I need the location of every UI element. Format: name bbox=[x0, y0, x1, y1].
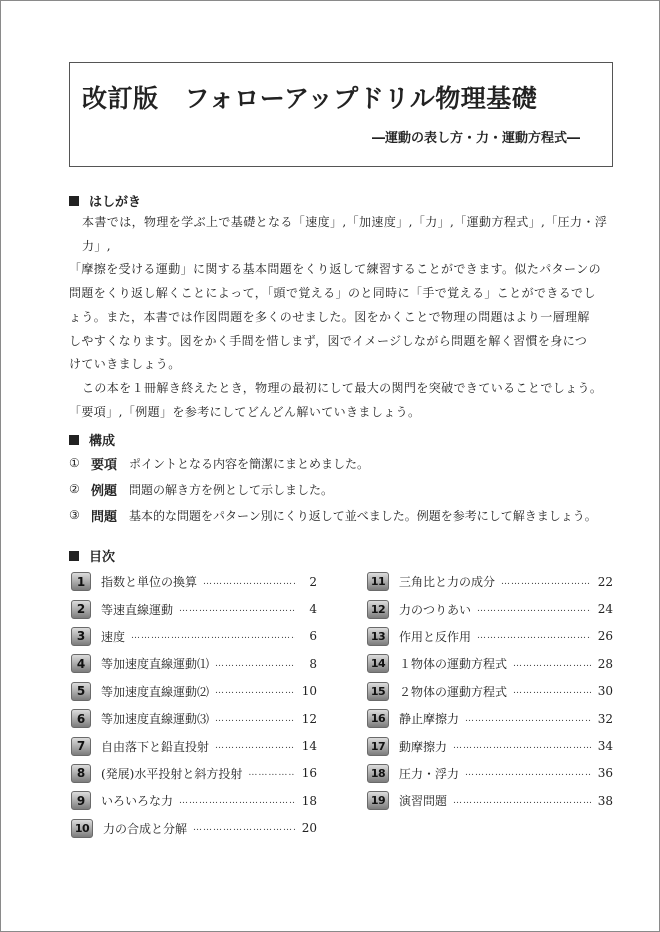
structure-text: 基本的な問題をパターン別にくり返して並べました。例題を参考にして解きましょう。 bbox=[129, 508, 597, 523]
intro-heading bbox=[69, 191, 141, 210]
toc-entry-title: 動摩擦力 bbox=[399, 739, 448, 754]
structure-text: 問題の解き方を例として示しました。 bbox=[129, 482, 334, 497]
toc-page-number: 20 bbox=[301, 821, 317, 836]
chapter-number-badge: 5 bbox=[71, 682, 91, 701]
page-subtitle: ―運動の表し方・力・運動方程式― bbox=[371, 131, 580, 146]
structure-item bbox=[69, 502, 629, 528]
square-bullet-icon bbox=[69, 435, 79, 445]
structure-label: 問題 bbox=[91, 509, 118, 525]
toc-entry-title: 演習問題 bbox=[399, 794, 448, 809]
toc-entry[interactable] bbox=[71, 787, 317, 814]
chapter-number-badge: 10 bbox=[71, 819, 93, 838]
toc-entry-title: 指数と単位の換算 bbox=[101, 575, 198, 590]
square-bullet-icon bbox=[69, 196, 79, 206]
chapter-number-badge: 4 bbox=[71, 654, 91, 673]
structure-item bbox=[69, 450, 629, 476]
chapter-number-badge: 11 bbox=[367, 572, 389, 591]
chapter-number-badge: 6 bbox=[71, 709, 91, 728]
toc-entry-title: いろいろな力 bbox=[101, 794, 174, 809]
toc-entry-title: 力の合成と分解 bbox=[103, 821, 188, 836]
toc-page-number: 16 bbox=[301, 766, 317, 781]
toc-entry-title: 力のつりあい bbox=[399, 602, 472, 617]
toc-entry[interactable] bbox=[71, 815, 317, 842]
toc-entry[interactable] bbox=[71, 595, 317, 622]
toc-page-number: 26 bbox=[597, 629, 613, 644]
toc-entry[interactable] bbox=[71, 760, 317, 787]
chapter-number-badge: 14 bbox=[367, 654, 389, 673]
toc-page-number: 32 bbox=[597, 711, 613, 726]
toc-page-number: 18 bbox=[301, 793, 317, 808]
leader-dots bbox=[193, 823, 295, 833]
toc-entry-title: 等加速度直線運動⑴ bbox=[101, 657, 210, 672]
toc-heading-label: 目次 bbox=[89, 550, 116, 565]
leader-dots bbox=[477, 604, 591, 614]
structure-heading-label: 構成 bbox=[89, 434, 116, 449]
toc-entry[interactable] bbox=[367, 787, 613, 814]
toc-entry-title: 等速直線運動 bbox=[101, 602, 174, 617]
toc-entry-title: 作用と反作用 bbox=[399, 629, 472, 644]
chapter-number-badge: 3 bbox=[71, 627, 91, 646]
toc-page-number: 8 bbox=[309, 656, 317, 671]
chapter-number-badge: 7 bbox=[71, 737, 91, 756]
leader-dots bbox=[501, 577, 591, 587]
toc-entry-title: 圧力・浮力 bbox=[399, 766, 460, 781]
leader-dots bbox=[465, 768, 591, 778]
leader-dots bbox=[131, 631, 295, 641]
toc-page-number: 6 bbox=[309, 629, 317, 644]
intro-line: 「要項」,「例題」を参考にしてどんどん解いていきましょう。 bbox=[69, 404, 421, 419]
chapter-number-badge: 15 bbox=[367, 682, 389, 701]
leader-dots bbox=[215, 714, 295, 724]
toc-entry[interactable] bbox=[367, 760, 613, 787]
chapter-number-badge: 8 bbox=[71, 764, 91, 783]
structure-text: ポイントとなる内容を簡潔にまとめました。 bbox=[129, 456, 370, 471]
chapter-number-badge: 19 bbox=[367, 791, 389, 810]
toc-entry[interactable] bbox=[367, 705, 613, 732]
toc-entry-title: 等加速度直線運動⑶ bbox=[101, 712, 210, 727]
leader-dots bbox=[477, 631, 591, 641]
toc-entry[interactable] bbox=[71, 732, 317, 759]
leader-dots bbox=[465, 714, 591, 724]
toc-page-number: 28 bbox=[597, 656, 613, 671]
toc-entry[interactable] bbox=[71, 623, 317, 650]
toc-page-number: 4 bbox=[309, 602, 317, 617]
leader-dots bbox=[215, 741, 295, 751]
intro-line: 「摩擦を受ける運動」に関する基本問題をくり返して練習することができます。似たパターンの bbox=[69, 262, 602, 277]
toc-entry[interactable] bbox=[367, 568, 613, 595]
leader-dots bbox=[215, 659, 295, 669]
title-edition: 改訂版 bbox=[82, 84, 159, 113]
structure-item bbox=[69, 476, 629, 502]
structure-number: ① bbox=[69, 456, 80, 470]
toc-page-number: 24 bbox=[597, 602, 613, 617]
toc-entry-title: 速度 bbox=[101, 629, 126, 644]
leader-dots bbox=[453, 741, 591, 751]
chapter-number-badge: 1 bbox=[71, 572, 91, 591]
toc-entry-title: ２物体の運動方程式 bbox=[399, 684, 508, 699]
toc-entry[interactable] bbox=[367, 650, 613, 677]
leader-dots bbox=[248, 768, 295, 778]
chapter-number-badge: 12 bbox=[367, 600, 389, 619]
toc-entry[interactable] bbox=[71, 568, 317, 595]
leader-dots bbox=[203, 577, 295, 587]
chapter-number-badge: 13 bbox=[367, 627, 389, 646]
leader-dots bbox=[513, 686, 591, 696]
intro-line: けていきましょう。 bbox=[69, 357, 181, 372]
intro-line: 問題をくり返し解くことによって，「頭で覚える」のと同時に「手で覚える」ことができるでし bbox=[69, 286, 596, 301]
toc-page-number: 22 bbox=[597, 574, 613, 589]
intro-line: この本を１冊解き終えたとき，物理の最初にして最大の関門を突破できていることでしょう。 bbox=[82, 380, 603, 395]
title-box bbox=[69, 62, 613, 167]
structure-label: 例題 bbox=[91, 483, 118, 499]
chapter-number-badge: 9 bbox=[71, 791, 91, 810]
structure-heading bbox=[69, 430, 115, 449]
leader-dots bbox=[513, 659, 591, 669]
toc-entry[interactable] bbox=[367, 623, 613, 650]
toc-entry[interactable] bbox=[367, 732, 613, 759]
structure-label: 要項 bbox=[91, 457, 118, 473]
square-bullet-icon bbox=[69, 551, 79, 561]
toc-entry[interactable] bbox=[367, 678, 613, 705]
intro-heading-label: はしがき bbox=[89, 195, 142, 210]
structure-list bbox=[69, 450, 629, 528]
toc-entry-title: 静止摩擦力 bbox=[399, 712, 460, 727]
intro-line: しやすくなります。図をかく手間を惜しまず，図でイメージしながら問題を解く習慣を身につ bbox=[69, 333, 588, 348]
leader-dots bbox=[215, 686, 295, 696]
toc-entry-title: (発展)水平投射と斜方投射 bbox=[101, 766, 243, 781]
toc-right-column bbox=[367, 568, 613, 815]
toc-page-number: 34 bbox=[597, 739, 613, 754]
leader-dots bbox=[179, 796, 295, 806]
toc-entry-title: １物体の運動方程式 bbox=[399, 657, 508, 672]
chapter-number-badge: 2 bbox=[71, 600, 91, 619]
toc-page-number: 10 bbox=[301, 684, 317, 699]
toc-left-column bbox=[71, 568, 317, 842]
chapter-number-badge: 18 bbox=[367, 764, 389, 783]
structure-number: ③ bbox=[69, 508, 80, 522]
toc-entry[interactable] bbox=[367, 595, 613, 622]
toc-entry[interactable] bbox=[71, 678, 317, 705]
toc-page-number: 12 bbox=[301, 711, 317, 726]
toc-page-number: 36 bbox=[597, 766, 613, 781]
toc-heading bbox=[69, 546, 115, 565]
title-book-name: フォローアップドリル物理基礎 bbox=[184, 84, 538, 113]
toc-page-number: 2 bbox=[309, 574, 317, 589]
toc-entry-title: 等加速度直線運動⑵ bbox=[101, 684, 210, 699]
toc-page-number: 14 bbox=[301, 739, 317, 754]
structure-number: ② bbox=[69, 482, 80, 496]
toc-page-number: 38 bbox=[597, 793, 613, 808]
intro-body bbox=[69, 211, 629, 424]
toc-entry-title: 三角比と力の成分 bbox=[399, 575, 496, 590]
chapter-number-badge: 16 bbox=[367, 709, 389, 728]
leader-dots bbox=[179, 604, 295, 614]
page-title bbox=[82, 79, 537, 115]
leader-dots bbox=[453, 796, 591, 806]
toc-page-number: 30 bbox=[597, 684, 613, 699]
intro-line: 本書では，物理を学ぶ上で基礎となる「速度」,「加速度」,「力」,「運動方程式」,「圧力・浮力」, bbox=[82, 215, 608, 253]
toc-entry-title: 自由落下と鉛直投射 bbox=[101, 739, 210, 754]
toc-entry[interactable] bbox=[71, 650, 317, 677]
chapter-number-badge: 17 bbox=[367, 737, 389, 756]
toc-entry[interactable] bbox=[71, 705, 317, 732]
intro-line: ょう。また，本書では作図問題を多くのせました。図をかくことで物理の問題はより一層理解 bbox=[69, 309, 590, 324]
